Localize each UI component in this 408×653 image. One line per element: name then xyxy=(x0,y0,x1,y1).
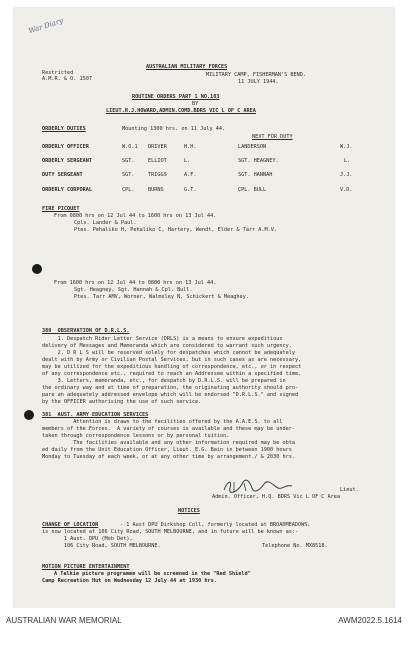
routine-orders-by: BY xyxy=(192,101,199,107)
duty-initials: G.T. xyxy=(184,187,197,193)
section-381-title: 381 AUST. ARMY EDUCATION SERVICES xyxy=(42,412,149,418)
duty-role: ORDERLY CORPORAL xyxy=(42,187,92,193)
section-380-title: 380 OBSERVATION OF D.R.L.S. xyxy=(42,328,130,334)
motion-picture-line: A Talkie picture programme will be screened in the "Red Shield" xyxy=(54,571,251,577)
change-of-location-line: 106 City Road, SOUTH MELBOURNE. xyxy=(42,543,161,549)
notices-heading: NOTICES xyxy=(178,508,200,514)
section-380-line: 1. Despatch Rider Letter Service (DRLS) is a means to ensure expeditious xyxy=(42,336,283,342)
archive-reference: AWM2022.5.1614 xyxy=(338,616,402,625)
duty-role: ORDERLY SERGEANT xyxy=(42,158,92,164)
next-for-duty-heading: NEXT FOR DUTY xyxy=(252,134,293,140)
duty-name: TRIGGS xyxy=(148,172,167,178)
archive-name: AUSTRALIAN WAR MEMORIAL xyxy=(6,616,122,625)
section-380-line: the ordinary way and at time of preparation, the originating authority should pro- xyxy=(42,385,299,391)
duty-role: ORDERLY OFFICER xyxy=(42,144,89,150)
punch-hole xyxy=(24,410,34,420)
mounting-time: Mounting 1300 hrs. on 11 July 44. xyxy=(122,126,226,132)
fire-picquet-2-sgts: Sgt. Heagney, Sgt. Hannah & Cpl. Bull. xyxy=(74,287,193,293)
section-381-line: Attention is drawn to the facilities offered by the A.A.E.S. to all xyxy=(42,419,283,425)
classification-line-1: Restricted xyxy=(42,70,74,76)
section-381-line: Monday to Tuesday of each week, or at any other time by arrangement./ & 2030 hrs. xyxy=(42,454,295,460)
fire-picquet-heading: FIRE PICQUET xyxy=(42,206,80,212)
fire-picquet-period-1: From 0800 hrs on 12 Jul 44 to 1600 hrs on 13 Jul 44. xyxy=(54,213,217,219)
next-duty-name: LANDERSON xyxy=(238,144,267,150)
fire-picquet-1-ptes: Ptes. Pehaliko H, Pehaliko C, Hartery, Wendt, Elder & Tarr A.M.V. xyxy=(74,227,278,233)
routine-orders-authority: LIEUT.H.J.HOWARD,ADMIN.COMD.BDRS VIC L OF C AREA xyxy=(106,108,256,114)
duty-name: ELLIOT xyxy=(148,158,167,164)
duty-initials: A.F. xyxy=(184,172,197,178)
fire-picquet-period-2: From 1600 hrs on 12 Jul 44 to 0800 hrs on 13 Jul 44. xyxy=(54,280,217,286)
fire-picquet-1-cpls: Cpls. Lander & Paul. xyxy=(74,220,137,226)
duty-initials: H.H. xyxy=(184,144,197,150)
section-380-line: dealt with by Army or Civilian Postal Services, but in such cases as are necessary, xyxy=(42,357,302,363)
duty-role: DUTY SERGEANT xyxy=(42,172,83,178)
change-of-location-title: CHANGE OF LOCATION xyxy=(42,522,99,528)
section-380-line: 2. D R L S will be reserved solely for despatches which cannot be adequately xyxy=(42,350,295,356)
signature-rank: Lieut. xyxy=(340,487,359,493)
section-380-line: pare an adequately addressed envelope which will be endorsed "D.R.L.S." and signed xyxy=(42,392,299,398)
next-duty-initials: V.D. xyxy=(340,187,353,193)
classification-line-2: A.M.R. & O. 1507 xyxy=(42,76,92,82)
document-page xyxy=(14,8,394,608)
duty-initials: L. xyxy=(184,158,191,164)
section-380-line: 3. Letters, memoranda, etc., for despatch by D.R.L.S. will be prepared in xyxy=(42,378,286,384)
duty-rank: CPL. xyxy=(122,187,135,193)
next-duty-name: CPL. BULL xyxy=(238,187,267,193)
fire-picquet-2-ptes: Ptes. Tarr AMV, Worner, Walmsley N, Schickert & Meaghey. xyxy=(74,294,249,300)
orderly-duties-heading: ORDERLY DUTIES xyxy=(42,126,86,132)
next-duty-initials: L. xyxy=(344,158,351,164)
date: 11 JULY 1944. xyxy=(238,79,279,85)
duty-rank: W.O.1 xyxy=(122,144,138,150)
section-381-line: members of the Forces. A variety of courses is available and these may be under- xyxy=(42,426,295,432)
next-duty-initials: J.J. xyxy=(340,172,353,178)
next-duty-name: SGT. HANNAH xyxy=(238,172,273,178)
duty-rank: SGT. xyxy=(122,158,135,164)
next-duty-name: SGT. HEAGNEY. xyxy=(238,158,279,164)
section-380-line: of any correspondence etc., required to reach an Addressee within a specified time. xyxy=(42,371,302,377)
duty-name: BURNS xyxy=(148,187,164,193)
section-381-line: The facilities available and any other information required may be obta xyxy=(42,440,295,446)
motion-picture-line: Camp Recreation Hut on Wednesday 12 July 44 at 1930 hrs. xyxy=(42,578,217,584)
section-381-line: taken through correspondence lessons or by personal tuition. xyxy=(42,433,230,439)
section-380-line: by the OFFICER authorising the use of such service. xyxy=(42,399,202,405)
document-title: AUSTRALIAN MILITARY FORCES xyxy=(146,64,228,70)
section-381-line: ed daily from the Unit Education Officer, Lieut. E.G. Bain in between 1900 hours xyxy=(42,447,292,453)
section-380-line: delivery of Messages and Memoranda which are considered to warrant such urgency. xyxy=(42,343,292,349)
motion-picture-title: MOTION PICTURE ENTERTAINMENT xyxy=(42,564,130,570)
change-of-location-line: 1 Aust. DPU (Mob Det), xyxy=(42,536,133,542)
handwritten-note: War Diary xyxy=(27,16,65,36)
change-of-location-line: - 1 Aust DPU Dirkshop Coll, formerly located at BROADMEADOWS, xyxy=(120,522,311,528)
location: MILITARY CAMP, FISHERMAN'S BEND. xyxy=(206,72,306,78)
next-duty-initials: W.J. xyxy=(340,144,353,150)
punch-hole xyxy=(32,264,42,274)
section-380-line: may be utilized for the expeditious handling of correspondence, etc., or in respect xyxy=(42,364,302,370)
routine-orders-title: ROUTINE ORDERS PART 1 NO.103 xyxy=(132,94,220,100)
handwritten-signature xyxy=(220,478,300,494)
archive-footer xyxy=(0,608,408,653)
telephone-number: Telephone No. MX8518. xyxy=(262,543,328,549)
duty-name: DRIVER xyxy=(148,144,167,150)
signature-block: Admin. Officer, H.Q. BDRS Vic L OF C Area xyxy=(212,494,341,500)
change-of-location-line: is now located at 106 City Road, SOUTH MELBOURNE, and in future will be known as:- xyxy=(42,529,299,535)
duty-rank: SGT. xyxy=(122,172,135,178)
